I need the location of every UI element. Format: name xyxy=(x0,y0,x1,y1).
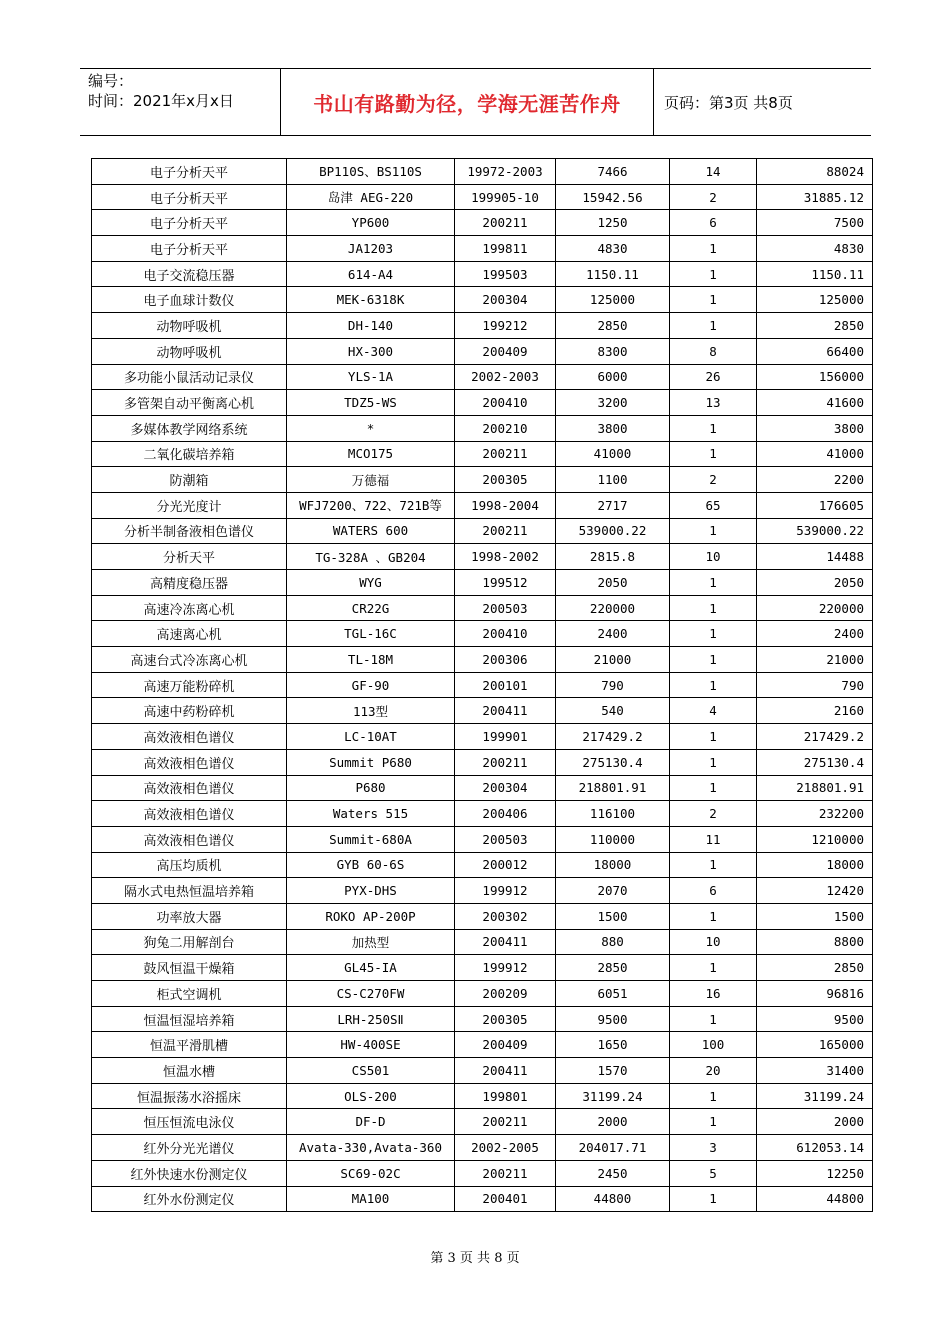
table-row xyxy=(92,441,873,467)
unit-price-cell: 1650 xyxy=(556,1032,670,1058)
table-row xyxy=(92,878,873,904)
model-cell: Summit P680 xyxy=(287,749,455,775)
quantity-cell: 1 xyxy=(670,1186,757,1212)
equipment-name-cell: 电子分析天平 xyxy=(92,159,287,185)
model-cell: MA100 xyxy=(287,1186,455,1212)
quantity-cell: 20 xyxy=(670,1058,757,1084)
table-row xyxy=(92,159,873,185)
equipment-name-cell: 高速万能粉碎机 xyxy=(92,672,287,698)
quantity-cell: 1 xyxy=(670,261,757,287)
unit-price-cell: 6000 xyxy=(556,364,670,390)
page-footer: 第 3 页 共 8 页 xyxy=(430,1251,520,1266)
unit-price-cell: 6051 xyxy=(556,981,670,1007)
table-row xyxy=(92,981,873,1007)
equipment-name-cell: 电子分析天平 xyxy=(92,184,287,210)
quantity-cell: 1 xyxy=(670,236,757,262)
unit-price-cell: 18000 xyxy=(556,852,670,878)
unit-price-cell: 125000 xyxy=(556,287,670,313)
total-cell: 218801.91 xyxy=(757,775,873,801)
table-row xyxy=(92,1083,873,1109)
quantity-cell: 1 xyxy=(670,775,757,801)
unit-price-cell: 275130.4 xyxy=(556,749,670,775)
equipment-name-cell: 恒温振荡水浴摇床 xyxy=(92,1083,287,1109)
total-cell: 4830 xyxy=(757,236,873,262)
table-row xyxy=(92,518,873,544)
equipment-name-cell: 隔水式电热恒温培养箱 xyxy=(92,878,287,904)
unit-price-cell: 2717 xyxy=(556,492,670,518)
date-cell: 199905-10 xyxy=(455,184,556,210)
date-cell: 200411 xyxy=(455,1058,556,1084)
quantity-cell: 1 xyxy=(670,724,757,750)
table-row xyxy=(92,313,873,339)
model-cell: LC-10AT xyxy=(287,724,455,750)
unit-price-cell: 540 xyxy=(556,698,670,724)
unit-price-cell: 539000.22 xyxy=(556,518,670,544)
table-row xyxy=(92,647,873,673)
total-cell: 41000 xyxy=(757,441,873,467)
model-cell: OLS-200 xyxy=(287,1083,455,1109)
total-cell: 2000 xyxy=(757,1109,873,1135)
quantity-cell: 10 xyxy=(670,544,757,570)
date-cell: 199811 xyxy=(455,236,556,262)
date-cell: 200305 xyxy=(455,1006,556,1032)
date-cell: 200306 xyxy=(455,647,556,673)
quantity-cell: 5 xyxy=(670,1160,757,1186)
total-cell: 156000 xyxy=(757,364,873,390)
equipment-name-cell: 柜式空调机 xyxy=(92,981,287,1007)
table-row xyxy=(92,1160,873,1186)
table-row xyxy=(92,801,873,827)
quantity-cell: 4 xyxy=(670,698,757,724)
equipment-name-cell: 动物呼吸机 xyxy=(92,313,287,339)
unit-price-cell: 3200 xyxy=(556,390,670,416)
date-cell: 200211 xyxy=(455,1109,556,1135)
unit-price-cell: 220000 xyxy=(556,595,670,621)
date-cell: 200305 xyxy=(455,467,556,493)
unit-price-cell: 1570 xyxy=(556,1058,670,1084)
date-cell: 200211 xyxy=(455,1160,556,1186)
total-cell: 14488 xyxy=(757,544,873,570)
total-cell: 88024 xyxy=(757,159,873,185)
unit-price-cell: 31199.24 xyxy=(556,1083,670,1109)
total-cell: 176605 xyxy=(757,492,873,518)
date-cell: 200304 xyxy=(455,775,556,801)
total-cell: 7500 xyxy=(757,210,873,236)
equipment-name-cell: 鼓风恒温干燥箱 xyxy=(92,955,287,981)
model-cell: ROKO AP-200P xyxy=(287,903,455,929)
model-cell: LRH-250SⅡ xyxy=(287,1006,455,1032)
total-cell: 18000 xyxy=(757,852,873,878)
table-row xyxy=(92,415,873,441)
total-cell: 1500 xyxy=(757,903,873,929)
total-cell: 612053.14 xyxy=(757,1135,873,1161)
total-cell: 1150.11 xyxy=(757,261,873,287)
model-cell: 614-A4 xyxy=(287,261,455,287)
quantity-cell: 11 xyxy=(670,826,757,852)
unit-price-cell: 218801.91 xyxy=(556,775,670,801)
model-cell: PYX-DHS xyxy=(287,878,455,904)
total-cell: 275130.4 xyxy=(757,749,873,775)
equipment-name-cell: 高效液相色谱仪 xyxy=(92,775,287,801)
date-cell: 200211 xyxy=(455,749,556,775)
total-cell: 66400 xyxy=(757,338,873,364)
equipment-table xyxy=(91,158,873,1212)
total-cell: 44800 xyxy=(757,1186,873,1212)
total-cell: 220000 xyxy=(757,595,873,621)
quantity-cell: 16 xyxy=(670,981,757,1007)
quantity-cell: 6 xyxy=(670,878,757,904)
equipment-name-cell: 高速离心机 xyxy=(92,621,287,647)
model-cell: TGL-16C xyxy=(287,621,455,647)
table-row xyxy=(92,544,873,570)
table-row xyxy=(92,184,873,210)
table-row xyxy=(92,929,873,955)
date-cell: 200211 xyxy=(455,518,556,544)
model-cell: DF-D xyxy=(287,1109,455,1135)
equipment-name-cell: 功率放大器 xyxy=(92,903,287,929)
quantity-cell: 1 xyxy=(670,518,757,544)
model-cell: TDZ5-WS xyxy=(287,390,455,416)
model-cell: GYB 60-6S xyxy=(287,852,455,878)
header-motto: 书山有路勤为径，学海无涯苦作舟 xyxy=(281,69,654,135)
quantity-cell: 10 xyxy=(670,929,757,955)
total-cell: 1210000 xyxy=(757,826,873,852)
date-cell: 199912 xyxy=(455,878,556,904)
model-cell: HX-300 xyxy=(287,338,455,364)
unit-price-cell: 1250 xyxy=(556,210,670,236)
quantity-cell: 1 xyxy=(670,1006,757,1032)
quantity-cell: 100 xyxy=(670,1032,757,1058)
equipment-name-cell: 动物呼吸机 xyxy=(92,338,287,364)
table-row xyxy=(92,364,873,390)
unit-price-cell: 3800 xyxy=(556,415,670,441)
table-row xyxy=(92,1006,873,1032)
date-cell: 200211 xyxy=(455,210,556,236)
model-cell: MCO175 xyxy=(287,441,455,467)
model-cell: GL45-IA xyxy=(287,955,455,981)
total-cell: 12420 xyxy=(757,878,873,904)
table-row xyxy=(92,955,873,981)
table-row xyxy=(92,390,873,416)
model-cell: BP110S、BS110S xyxy=(287,159,455,185)
equipment-name-cell: 高效液相色谱仪 xyxy=(92,801,287,827)
total-cell: 232200 xyxy=(757,801,873,827)
equipment-name-cell: 分析半制备液相色谱仪 xyxy=(92,518,287,544)
equipment-name-cell: 高速台式冷冻离心机 xyxy=(92,647,287,673)
date-cell: 199512 xyxy=(455,570,556,596)
quantity-cell: 1 xyxy=(670,1083,757,1109)
unit-price-cell: 2815.8 xyxy=(556,544,670,570)
unit-price-cell: 7466 xyxy=(556,159,670,185)
quantity-cell: 1 xyxy=(670,852,757,878)
model-cell: 岛津 AEG-220 xyxy=(287,184,455,210)
equipment-name-cell: 电子分析天平 xyxy=(92,210,287,236)
quantity-cell: 1 xyxy=(670,672,757,698)
total-cell: 2200 xyxy=(757,467,873,493)
quantity-cell: 8 xyxy=(670,338,757,364)
header-meta xyxy=(80,69,281,135)
total-cell: 2850 xyxy=(757,955,873,981)
unit-price-cell: 2400 xyxy=(556,621,670,647)
table-row xyxy=(92,287,873,313)
table-row xyxy=(92,1058,873,1084)
total-cell: 2050 xyxy=(757,570,873,596)
equipment-name-cell: 高精度稳压器 xyxy=(92,570,287,596)
unit-price-cell: 15942.56 xyxy=(556,184,670,210)
unit-price-cell: 4830 xyxy=(556,236,670,262)
equipment-name-cell: 二氧化碳培养箱 xyxy=(92,441,287,467)
date-cell: 200209 xyxy=(455,981,556,1007)
unit-price-cell: 204017.71 xyxy=(556,1135,670,1161)
unit-price-cell: 790 xyxy=(556,672,670,698)
table-row xyxy=(92,775,873,801)
equipment-name-cell: 高速冷冻离心机 xyxy=(92,595,287,621)
date-cell: 200401 xyxy=(455,1186,556,1212)
unit-price-cell: 2850 xyxy=(556,313,670,339)
equipment-name-cell: 电子血球计数仪 xyxy=(92,287,287,313)
model-cell: Avata-330,Avata-360 xyxy=(287,1135,455,1161)
quantity-cell: 1 xyxy=(670,647,757,673)
equipment-name-cell: 防潮箱 xyxy=(92,467,287,493)
quantity-cell: 2 xyxy=(670,467,757,493)
table-row xyxy=(92,698,873,724)
date-cell: 200411 xyxy=(455,929,556,955)
quantity-cell: 1 xyxy=(670,749,757,775)
equipment-name-cell: 电子分析天平 xyxy=(92,236,287,262)
table-row xyxy=(92,903,873,929)
equipment-name-cell: 电子交流稳压器 xyxy=(92,261,287,287)
date-cell: 199212 xyxy=(455,313,556,339)
equipment-name-cell: 高速中药粉碎机 xyxy=(92,698,287,724)
table-row xyxy=(92,621,873,647)
unit-price-cell: 110000 xyxy=(556,826,670,852)
unit-price-cell: 2450 xyxy=(556,1160,670,1186)
table-row xyxy=(92,595,873,621)
unit-price-cell: 2050 xyxy=(556,570,670,596)
date-cell: 200211 xyxy=(455,441,556,467)
unit-price-cell: 1100 xyxy=(556,467,670,493)
quantity-cell: 2 xyxy=(670,801,757,827)
model-cell: Waters 515 xyxy=(287,801,455,827)
date-cell: 200503 xyxy=(455,595,556,621)
date-cell: 2002-2005 xyxy=(455,1135,556,1161)
equipment-name-cell: 高效液相色谱仪 xyxy=(92,724,287,750)
equipment-name-cell: 分光光度计 xyxy=(92,492,287,518)
unit-price-cell: 2850 xyxy=(556,955,670,981)
date-cell: 19972-2003 xyxy=(455,159,556,185)
quantity-cell: 13 xyxy=(670,390,757,416)
table-row xyxy=(92,570,873,596)
quantity-cell: 1 xyxy=(670,1109,757,1135)
date-cell: 1998-2004 xyxy=(455,492,556,518)
quantity-cell: 1 xyxy=(670,955,757,981)
unit-price-cell: 9500 xyxy=(556,1006,670,1032)
total-cell: 2400 xyxy=(757,621,873,647)
model-cell: WATERS 600 xyxy=(287,518,455,544)
model-cell: HW-400SE xyxy=(287,1032,455,1058)
model-cell: WFJ7200、722、721B等 xyxy=(287,492,455,518)
model-cell: 加热型 xyxy=(287,929,455,955)
model-cell: JA1203 xyxy=(287,236,455,262)
model-cell: YLS-1A xyxy=(287,364,455,390)
date-label: 时间：2021年x月x日 xyxy=(88,92,234,110)
total-cell: 2850 xyxy=(757,313,873,339)
date-cell: 200411 xyxy=(455,698,556,724)
quantity-cell: 1 xyxy=(670,595,757,621)
equipment-name-cell: 高压均质机 xyxy=(92,852,287,878)
quantity-cell: 65 xyxy=(670,492,757,518)
table-row xyxy=(92,852,873,878)
equipment-name-cell: 恒温恒湿培养箱 xyxy=(92,1006,287,1032)
date-cell: 200101 xyxy=(455,672,556,698)
total-cell: 31400 xyxy=(757,1058,873,1084)
unit-price-cell: 1500 xyxy=(556,903,670,929)
equipment-name-cell: 高效液相色谱仪 xyxy=(92,826,287,852)
table-row xyxy=(92,338,873,364)
model-cell: CS501 xyxy=(287,1058,455,1084)
model-cell: WYG xyxy=(287,570,455,596)
date-cell: 200503 xyxy=(455,826,556,852)
table-row xyxy=(92,1186,873,1212)
quantity-cell: 1 xyxy=(670,415,757,441)
date-cell: 200409 xyxy=(455,1032,556,1058)
model-cell: P680 xyxy=(287,775,455,801)
model-cell: * xyxy=(287,415,455,441)
model-cell: 113型 xyxy=(287,698,455,724)
unit-price-cell: 8300 xyxy=(556,338,670,364)
date-cell: 1998-2002 xyxy=(455,544,556,570)
date-cell: 199801 xyxy=(455,1083,556,1109)
equipment-name-cell: 多管架自动平衡离心机 xyxy=(92,390,287,416)
quantity-cell: 14 xyxy=(670,159,757,185)
total-cell: 217429.2 xyxy=(757,724,873,750)
equipment-name-cell: 红外水份测定仪 xyxy=(92,1186,287,1212)
unit-price-cell: 2070 xyxy=(556,878,670,904)
total-cell: 3800 xyxy=(757,415,873,441)
unit-price-cell: 116100 xyxy=(556,801,670,827)
quantity-cell: 3 xyxy=(670,1135,757,1161)
equipment-name-cell: 狗兔二用解剖台 xyxy=(92,929,287,955)
unit-price-cell: 2000 xyxy=(556,1109,670,1135)
quantity-cell: 1 xyxy=(670,903,757,929)
table-row xyxy=(92,492,873,518)
table-row xyxy=(92,1109,873,1135)
table-row xyxy=(92,261,873,287)
total-cell: 790 xyxy=(757,672,873,698)
model-cell: CR22G xyxy=(287,595,455,621)
equipment-name-cell: 恒温平滑肌槽 xyxy=(92,1032,287,1058)
total-cell: 21000 xyxy=(757,647,873,673)
equipment-name-cell: 多媒体教学网络系统 xyxy=(92,415,287,441)
table-row xyxy=(92,1032,873,1058)
model-cell: TG-328A 、GB204 xyxy=(287,544,455,570)
equipment-name-cell: 高效液相色谱仪 xyxy=(92,749,287,775)
model-cell: DH-140 xyxy=(287,313,455,339)
date-cell: 200012 xyxy=(455,852,556,878)
quantity-cell: 2 xyxy=(670,184,757,210)
model-cell: TL-18M xyxy=(287,647,455,673)
date-cell: 199503 xyxy=(455,261,556,287)
equipment-name-cell: 分析天平 xyxy=(92,544,287,570)
equipment-name-cell: 多功能小鼠活动记录仪 xyxy=(92,364,287,390)
model-cell: CS-C270FW xyxy=(287,981,455,1007)
unit-price-cell: 217429.2 xyxy=(556,724,670,750)
model-cell: SC69-02C xyxy=(287,1160,455,1186)
quantity-cell: 6 xyxy=(670,210,757,236)
equipment-name-cell: 恒压恒流电泳仪 xyxy=(92,1109,287,1135)
total-cell: 9500 xyxy=(757,1006,873,1032)
table-row xyxy=(92,749,873,775)
quantity-cell: 1 xyxy=(670,287,757,313)
table-row xyxy=(92,467,873,493)
total-cell: 41600 xyxy=(757,390,873,416)
date-cell: 200406 xyxy=(455,801,556,827)
model-cell: GF-90 xyxy=(287,672,455,698)
total-cell: 2160 xyxy=(757,698,873,724)
number-label: 编号： xyxy=(88,72,134,90)
total-cell: 31885.12 xyxy=(757,184,873,210)
unit-price-cell: 880 xyxy=(556,929,670,955)
equipment-name-cell: 恒温水槽 xyxy=(92,1058,287,1084)
total-cell: 539000.22 xyxy=(757,518,873,544)
quantity-cell: 1 xyxy=(670,441,757,467)
equipment-name-cell: 红外快速水份测定仪 xyxy=(92,1160,287,1186)
total-cell: 165000 xyxy=(757,1032,873,1058)
model-cell: 万德福 xyxy=(287,467,455,493)
unit-price-cell: 44800 xyxy=(556,1186,670,1212)
date-cell: 200210 xyxy=(455,415,556,441)
date-cell: 200410 xyxy=(455,621,556,647)
header-page-code: 页码：第3页 共8页 xyxy=(664,93,793,112)
table-row xyxy=(92,1135,873,1161)
total-cell: 96816 xyxy=(757,981,873,1007)
table-row xyxy=(92,210,873,236)
equipment-name-cell: 红外分光光谱仪 xyxy=(92,1135,287,1161)
unit-price-cell: 1150.11 xyxy=(556,261,670,287)
total-cell: 8800 xyxy=(757,929,873,955)
model-cell: Summit-680A xyxy=(287,826,455,852)
date-cell: 200409 xyxy=(455,338,556,364)
total-cell: 125000 xyxy=(757,287,873,313)
table-body xyxy=(92,159,873,1212)
date-cell: 200302 xyxy=(455,903,556,929)
quantity-cell: 1 xyxy=(670,570,757,596)
date-cell: 200410 xyxy=(455,390,556,416)
total-cell: 12250 xyxy=(757,1160,873,1186)
date-cell: 199912 xyxy=(455,955,556,981)
model-cell: MEK-6318K xyxy=(287,287,455,313)
table-row xyxy=(92,724,873,750)
page-header xyxy=(80,68,871,136)
date-cell: 199901 xyxy=(455,724,556,750)
table-row xyxy=(92,236,873,262)
quantity-cell: 26 xyxy=(670,364,757,390)
table-row xyxy=(92,672,873,698)
date-cell: 2002-2003 xyxy=(455,364,556,390)
total-cell: 31199.24 xyxy=(757,1083,873,1109)
quantity-cell: 1 xyxy=(670,621,757,647)
date-cell: 200304 xyxy=(455,287,556,313)
table-row xyxy=(92,826,873,852)
model-cell: YP600 xyxy=(287,210,455,236)
quantity-cell: 1 xyxy=(670,313,757,339)
unit-price-cell: 41000 xyxy=(556,441,670,467)
unit-price-cell: 21000 xyxy=(556,647,670,673)
